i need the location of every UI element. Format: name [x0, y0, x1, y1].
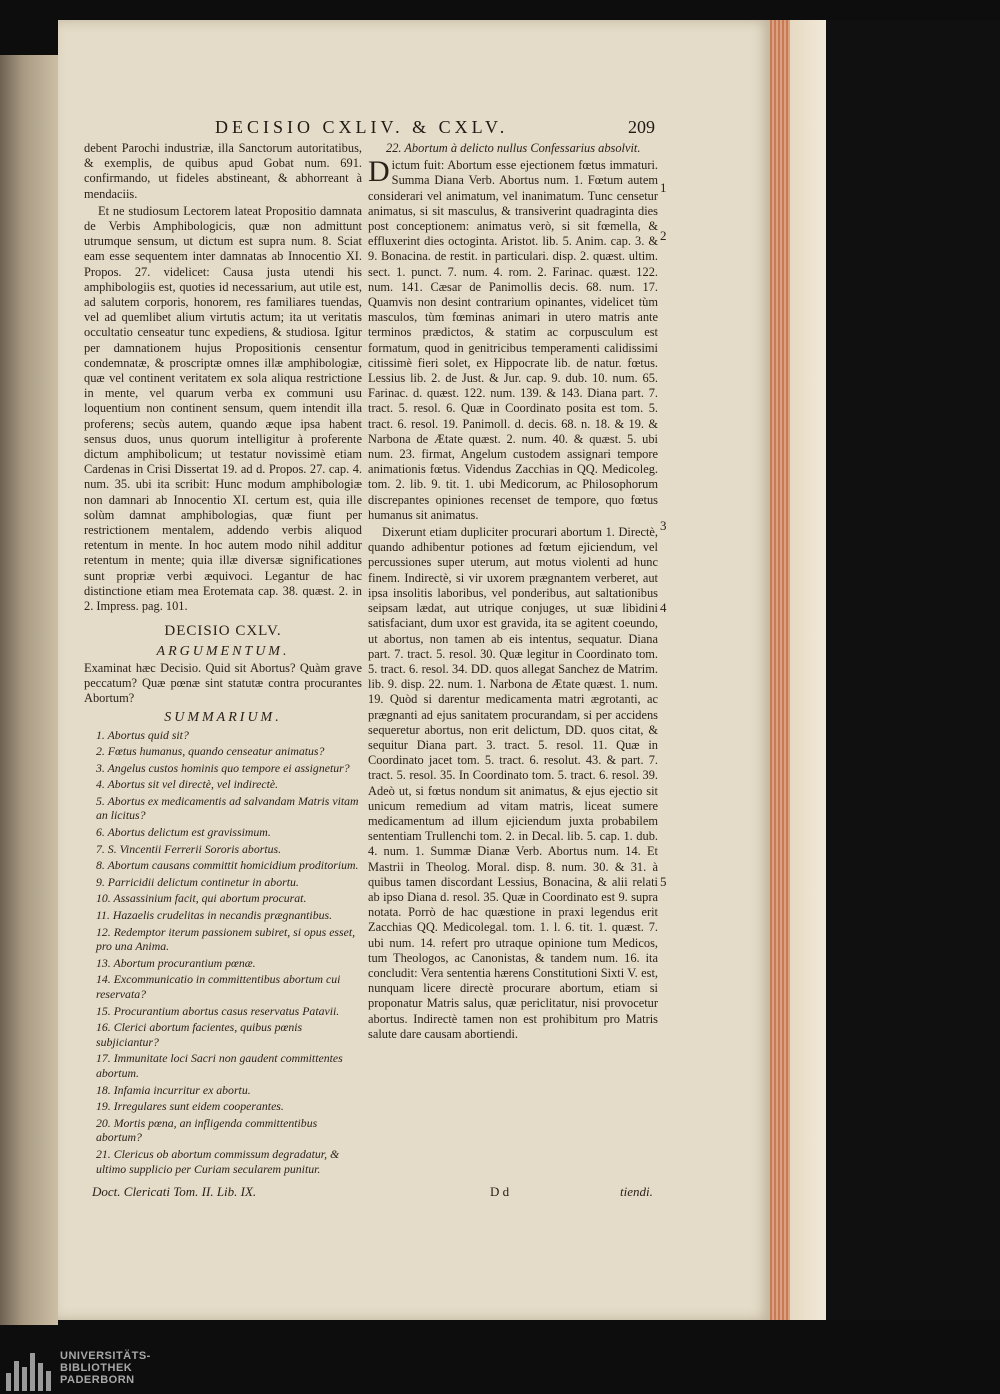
list-item: 14. Excommunicatio in committentibus abortum cui reservata? — [96, 972, 341, 1002]
list-item: 18. Infamia incurritur ex abortu. — [96, 1082, 251, 1097]
list-item: 4. Abortus sit vel directè, vel indirectè. — [96, 777, 279, 792]
library-logo-text: UNIVERSITÄTS- BIBLIOTHEK PADERBORN — [60, 1350, 151, 1386]
list-item: 19. Irregulares sunt eidem cooperantes. — [96, 1099, 284, 1114]
list-item: 2. Fœtus humanus, quando censeatur animatus? — [96, 744, 325, 759]
list-item: 17. Immunitate loci Sacri non gaudent committentes abortum. — [96, 1051, 343, 1080]
paragraph: debent Parochi industriæ, illa Sanctorum autoritatibus, & exemplis, de quibus apud Gobat num. 691. confirmando, ut fideles abstineant, & abhorreant à mendaciis. — [84, 141, 362, 201]
summarium-list — [84, 728, 362, 1177]
page-block-edge — [770, 20, 790, 1320]
list-item: 13. Abortum procurantium pœnæ. — [96, 955, 256, 970]
list-item: 11. Hazaelis crudelitas in necandis prægnantibus. — [96, 908, 333, 923]
list-item: 1. Abortus quid sit? — [96, 727, 189, 742]
list-item: 10. Assassinium facit, qui abortum procurat. — [96, 891, 307, 906]
margin-number: 1 — [660, 180, 667, 195]
list-item: 15. Procurantium abortus casus reservatus Patavii. — [96, 1003, 340, 1018]
library-logo-icon — [6, 1345, 52, 1391]
list-item: 5. Abortus ex medicamentis ad salvandam Matris vitam an licitus? — [96, 793, 359, 823]
list-item: 12. Redemptor iterum passionem subiret, si opus esset, pro una Anima. — [96, 924, 356, 954]
list-item: 21. Clericus ob abortum commissum degradatur, & ultimo supplicio per Curiam secularem punitur. — [96, 1146, 340, 1176]
library-logo — [0, 1342, 220, 1394]
running-header — [215, 117, 655, 141]
summarium-heading: SUMMARIUM. — [164, 710, 282, 726]
paragraph: Et ne studiosum Lectorem lateat Propositio damnata de Verbis Amphibologicis, quæ non admittunt utrumque sensum, ut dictum est supra num. 8. Sciat eam esse sequentem inter damnatas ab Innocentio XI. Propos. 27. videlicet: Causa justa utendi his amphibologiis est, quoties id necessarium, aut utile est, ad salutem corporis, honorem, res familiares tuendas, vel ad quemlibet alium virtutis actum; ita ut veritatis occultatio censeatur tunc expediens, & studiosa. Igitur per damnationem hujus Propositionis censentur condemnatæ, & proscriptæ omnes illæ amphibologiæ, quæ vel continent veritatem ex sola aliqua restrictione in mente, vel quarum verba ex communi usu loquentium non continent sensum, quem intendit illa proferens; secùs autem, quando æque ipsa habent sensus duos, unus quorum intelligitur à proferente dictum amphibolicum; ut testatur novissimè etiam Cardenas in Crisi Dissertat 19. ad d. Propos. 27. cap. 4. num. 35. ubi ita scribit: Hunc modum amphibologiæ non damnari ab Innocentio XI. certum est, quia ille solùm damnat amphibologias, quæ fiunt per restrictionem mentalem, addendo verbis aliquod retentum in mente. In hoc autem modo nihil additur retentum in mente; quia illæ diversæ significationes sunt propriæ verbi æquivoci. Legantur de hac distinctione etiam mea Erotemata cap. 38. quæst. 2. in 2. Impress. pag. 101. — [84, 203, 362, 614]
list-item: 16. Clerici abortum facientes, quibus pœnis subjiciantur? — [96, 1020, 303, 1049]
left-column — [84, 141, 362, 1281]
summary-item-22: 22. Abortum à delicto nullus Confessarius absolvit. — [386, 141, 641, 155]
scan-background — [826, 20, 1000, 1320]
drop-cap: D — [368, 155, 390, 189]
argumentum-heading: ARGUMENTUM. — [156, 643, 290, 659]
footer-imprint: Doct. Clericati Tom. II. Lib. IX. — [92, 1184, 257, 1199]
page-block-face — [790, 20, 826, 1320]
margin-number: 4 — [660, 600, 667, 615]
list-item: 3. Angelus custos hominis quo tempore ei assignetur? — [96, 760, 350, 775]
right-column — [368, 141, 658, 1281]
list-item: 9. Parricidii delictum continetur in abortu. — [96, 874, 299, 889]
page-number: 209 — [628, 117, 655, 137]
paragraph — [368, 155, 658, 523]
signature-mark: D d — [490, 1184, 510, 1199]
margin-number: 3 — [660, 518, 667, 533]
margin-number: 2 — [660, 228, 667, 243]
list-item: 6. Abortus delictum est gravissimum. — [96, 825, 271, 840]
previous-page-edge — [0, 55, 58, 1325]
list-item: 8. Abortum causans committit homicidium proditorium. — [96, 858, 359, 873]
list-item: 7. S. Vincentii Ferrerii Sororis abortus. — [96, 841, 282, 856]
catchword: tiendi. — [620, 1184, 653, 1199]
paragraph-text: ictum fuit: Abortum esse ejectionem fœtus immaturi. Summa Diana Verb. Abortus num. 1. Fœtum autem considerari vel animatum, vel inanimatum. Tunc censetur animatus, si sit masculus, & transiverint quadraginta dies post conceptionem: animatus verò, si sit fœmella, & effluxerint dies octoginta. Aristot. lib. 5. Anim. cap. 3. & 9. Bonacina. de restit. in particulari. disp. 2. quæst. ultim. sect. 1. punct. 7. num. 4. rom. 2. Farinac. quæst. 122. num. 141. Cæsar de Panimollis decis. 68. num. 17. Quamvis non desint contrarium opinantes, videlicet tùm masculos, tùm fœminas animari in utero matris ante terminos prædictos, & statim ac corpusculum est formatum, quod in genitricibus temperamenti calidissimi citissimè fieri solet, ex Hippocrate lib. de natur. fœtus. Lessius lib. 2. de Just. & Jur. cap. 9. dub. 10. num. 65. Farinac. d. quæst. 122. num. 139. & 143. Diana part. 7. tract. 5. resol. 6. Quæ in Coordinato posita est tom. 5. tract. 6. resol. 19. Panimoll. d. decis. 68. n. 18. & 19. & Narbona de Ætate quæst. 2. num. 40. & quæst. 5. ubi num. 23. firmat, Angelum custodem assignari tempore animationis fœtus. Videndus Zacchias in QQ. Medicoleg. tom. 2. lib. 9. tit. 1. ubi Medicorum, ac Philosophorum discrepantes opiniones recenset de tempore, quo fœtus humanus sit animatus. — [368, 158, 658, 522]
list-item: 20. Mortis pœna, an infligenda committentibus abortum? — [96, 1115, 318, 1145]
margin-number: 5 — [660, 874, 667, 889]
paragraph: Dixerunt etiam dupliciter procurari abortum 1. Directè, quando adhibentur potiones ad fœtum ejiciendum, vel percussiones super uterum, aut motus violenti ad hunc finem. Indirectè, si vir uxorem prægnantem verberet, aut ipsa insolitis laboribus, vel ponderibus, aut saltationibus seipsam lædat, aut utrique conjuges, ut suæ libidini satisfaciant, dum uxor est gravida, ita se agitent coeundo, ut abortus, non tamen ab eis intentus, sequatur. Diana part. 7. tract. 5. resol. 30. Quæ legitur in Coordinato tom. 5. tract. 6. resol. 34. DD. quos allegat Sanchez de Matrim. lib. 9. disp. 22. num. 1. Narbona de Ætate quæst. 1. num. 19. Quòd si darentur medicamenta matri ægrotanti, ac prægnanti ad ejus sanitatem procurandam, si per accidens sequeretur abortus, non erit delictum, DD. quos citat, & sequitur Diana part. 3. tract. 5. resol. 11. Quæ in Coordinato jacet tom. 5. tract. 6. resolut. 43. & part. 7. tract. 5. resol. 35. In Coordinato tom. 5. tract. 6. resol. 39. Adeò ut, si fœtus nondum sit animatus, & ejus ejectio sit unicum remedium ad vitam matris, liceat sumere medicamentum ad illum ejiciendum juxta probabilem sententiam Trullenchi tom. 2. in Decal. lib. 5. cap. 1. dub. 4. num. 1. Summæ Dianæ Verb. Abortus num. 14. Et Mastrii in Theolog. Moral. disp. 8. num. 30. & 31. à quibus tamen discordant Lessius, Bonacina, & alii relati ab ipso Diana d. resol. 35. Quæ in Coordinato est 9. supra notata. Porrò de hac quæstione in praxi legendus erit Zacchias QQ. Medicolegal. tom. 1. l. 6. tit. 1. quæst. 7. ubi num. 14. refert pro utraque opinione tum Medicos, tum Theologos, ac Canonistas, & tandem num. 16. ita concludit: Vera sententia hærens Constitutioni Sixti V. est, nunquam licere directè procurare abortum, etiam si proponatur Matris salus, quæ periclitatur, nisi provocetur abortus. Indirectè tamen non est prohibitum pro Matris salute dare causam abortiendi. — [368, 525, 658, 1041]
decisio-heading: DECISIO CXLV. — [164, 623, 282, 640]
argumentum-text: Examinat hæc Decisio. Quid sit Abortus? Quàm grave peccatum? Quæ pœnæ sint statutæ contra procurantes Abortum? — [84, 660, 362, 706]
running-title: DECISIO CXLIV. & CXLV. — [215, 117, 509, 137]
